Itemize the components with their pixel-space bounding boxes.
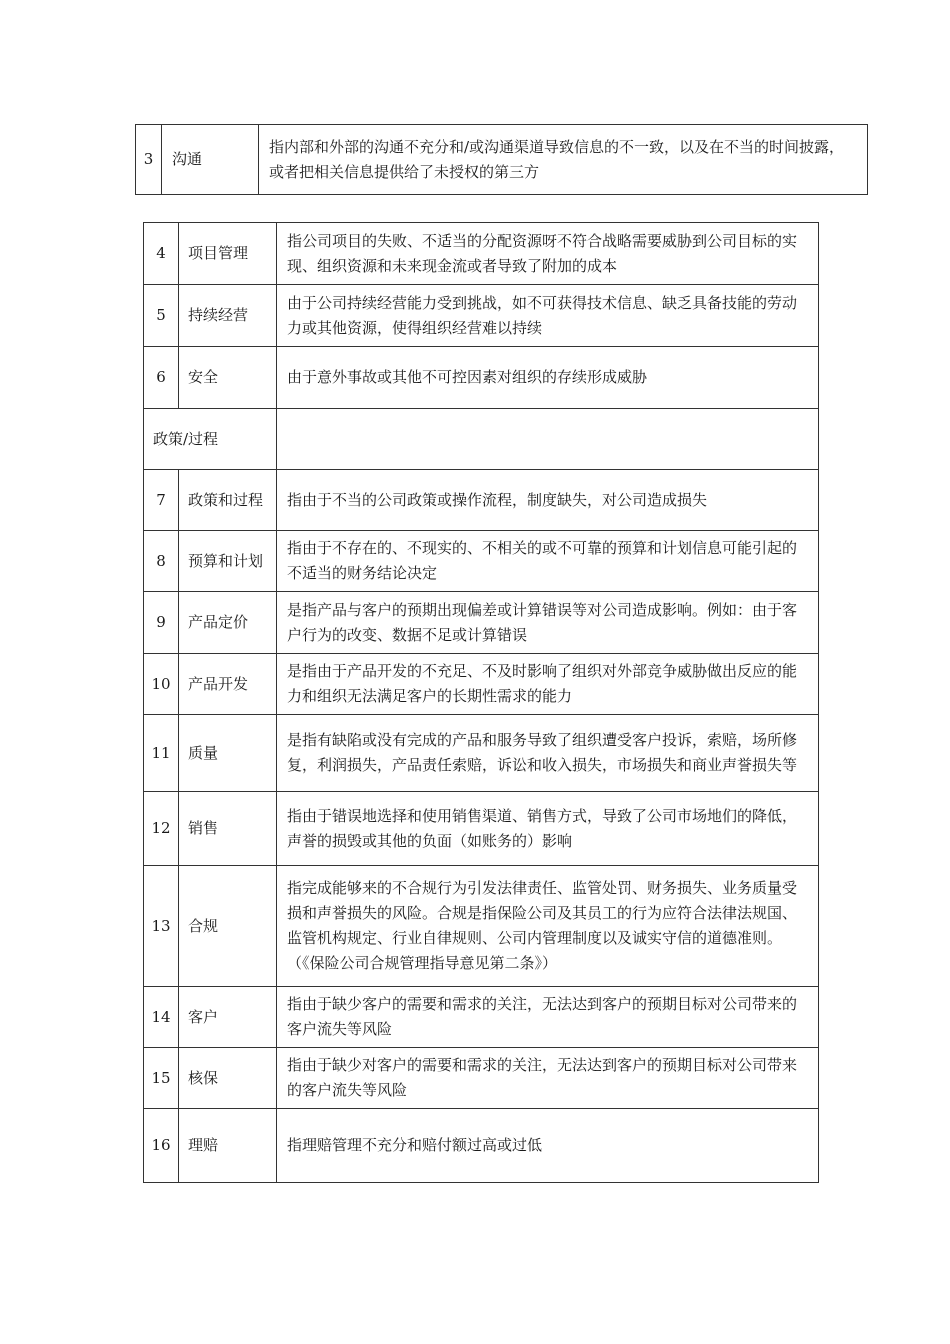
- table-row: [144, 285, 819, 347]
- risk-category: 安全: [179, 347, 277, 409]
- risk-description: 由于公司持续经营能力受到挑战，如不可获得技术信息、缺乏具备技能的劳动力或其他资源，使得组织经营难以持续: [277, 285, 819, 347]
- risk-description: 指理赔管理不充分和赔付额过高或过低: [277, 1109, 819, 1183]
- risk-description: 指由于缺少客户的需要和需求的关注，无法达到客户的预期目标对公司带来的客户流失等风险: [277, 987, 819, 1048]
- row-number: 6: [144, 347, 179, 409]
- risk-category: 核保: [179, 1048, 277, 1109]
- risk-table-main: [143, 222, 819, 1183]
- risk-category: 合规: [179, 866, 277, 987]
- row-number: 16: [144, 1109, 179, 1183]
- row-number: 11: [144, 715, 179, 792]
- risk-category: 沟通: [162, 125, 259, 195]
- table-row: [144, 592, 819, 654]
- risk-category: 持续经营: [179, 285, 277, 347]
- row-number: 9: [144, 592, 179, 654]
- section-heading: 政策/过程: [144, 409, 277, 470]
- risk-table-top: [135, 124, 868, 195]
- risk-description: 由于意外事故或其他不可控因素对组织的存续形成威胁: [277, 347, 819, 409]
- table-row: [144, 792, 819, 866]
- risk-description: 指由于错误地选择和使用销售渠道、销售方式，导致了公司市场地们的降低，声誉的损毁或其他的负面（如账务的）影响: [277, 792, 819, 866]
- row-number: 12: [144, 792, 179, 866]
- table-row: [144, 715, 819, 792]
- risk-category: 预算和计划: [179, 531, 277, 592]
- table-row: [136, 125, 868, 195]
- table-row: [144, 531, 819, 592]
- table-row: [144, 866, 819, 987]
- risk-category: 项目管理: [179, 223, 277, 285]
- table-row: [144, 1048, 819, 1109]
- table-row: [144, 223, 819, 285]
- row-number: 5: [144, 285, 179, 347]
- section-row: [144, 409, 819, 470]
- risk-category: 产品开发: [179, 654, 277, 715]
- risk-description: 指完成能够来的不合规行为引发法律责任、监管处罚、财务损失、业务质量受损和声誉损失的风险。合规是指保险公司及其员工的行为应符合法律法规国、监管机构规定、行业自律规则、公司内管理制度以及诚实守信的道德准则。（《保险公司合规管理指导意见第二条》）: [277, 866, 819, 987]
- empty-cell: [277, 409, 819, 470]
- table-row: [144, 1109, 819, 1183]
- row-number: 13: [144, 866, 179, 987]
- table-row: [144, 654, 819, 715]
- risk-description: 指公司项目的失败、不适当的分配资源呀不符合战略需要威胁到公司目标的实现、组织资源和未来现金流或者导致了附加的成本: [277, 223, 819, 285]
- row-number: 10: [144, 654, 179, 715]
- risk-category: 销售: [179, 792, 277, 866]
- risk-description: 指内部和外部的沟通不充分和/或沟通渠道导致信息的不一致，以及在不当的时间披露，或者把相关信息提供给了未授权的第三方: [259, 125, 868, 195]
- row-number: 14: [144, 987, 179, 1048]
- row-number: 15: [144, 1048, 179, 1109]
- risk-description: 是指产品与客户的预期出现偏差或计算错误等对公司造成影响。例如：由于客户行为的改变、数据不足或计算错误: [277, 592, 819, 654]
- table-row: [144, 470, 819, 531]
- row-number: 8: [144, 531, 179, 592]
- risk-category: 产品定价: [179, 592, 277, 654]
- table-row: [144, 987, 819, 1048]
- risk-description: 是指由于产品开发的不充足、不及时影响了组织对外部竞争威胁做出反应的能力和组织无法满足客户的长期性需求的能力: [277, 654, 819, 715]
- risk-description: 指由于缺少对客户的需要和需求的关注，无法达到客户的预期目标对公司带来的客户流失等风险: [277, 1048, 819, 1109]
- risk-description: 指由于不存在的、不现实的、不相关的或不可靠的预算和计划信息可能引起的不适当的财务结论决定: [277, 531, 819, 592]
- table-row: [144, 347, 819, 409]
- row-number: 3: [136, 125, 162, 195]
- risk-category: 政策和过程: [179, 470, 277, 531]
- risk-description: 指由于不当的公司政策或操作流程，制度缺失，对公司造成损失: [277, 470, 819, 531]
- row-number: 4: [144, 223, 179, 285]
- risk-description: 是指有缺陷或没有完成的产品和服务导致了组织遭受客户投诉，索赔，场所修复，利润损失，产品责任索赔，诉讼和收入损失，市场损失和商业声誉损失等: [277, 715, 819, 792]
- risk-category: 质量: [179, 715, 277, 792]
- row-number: 7: [144, 470, 179, 531]
- risk-category: 理赔: [179, 1109, 277, 1183]
- risk-category: 客户: [179, 987, 277, 1048]
